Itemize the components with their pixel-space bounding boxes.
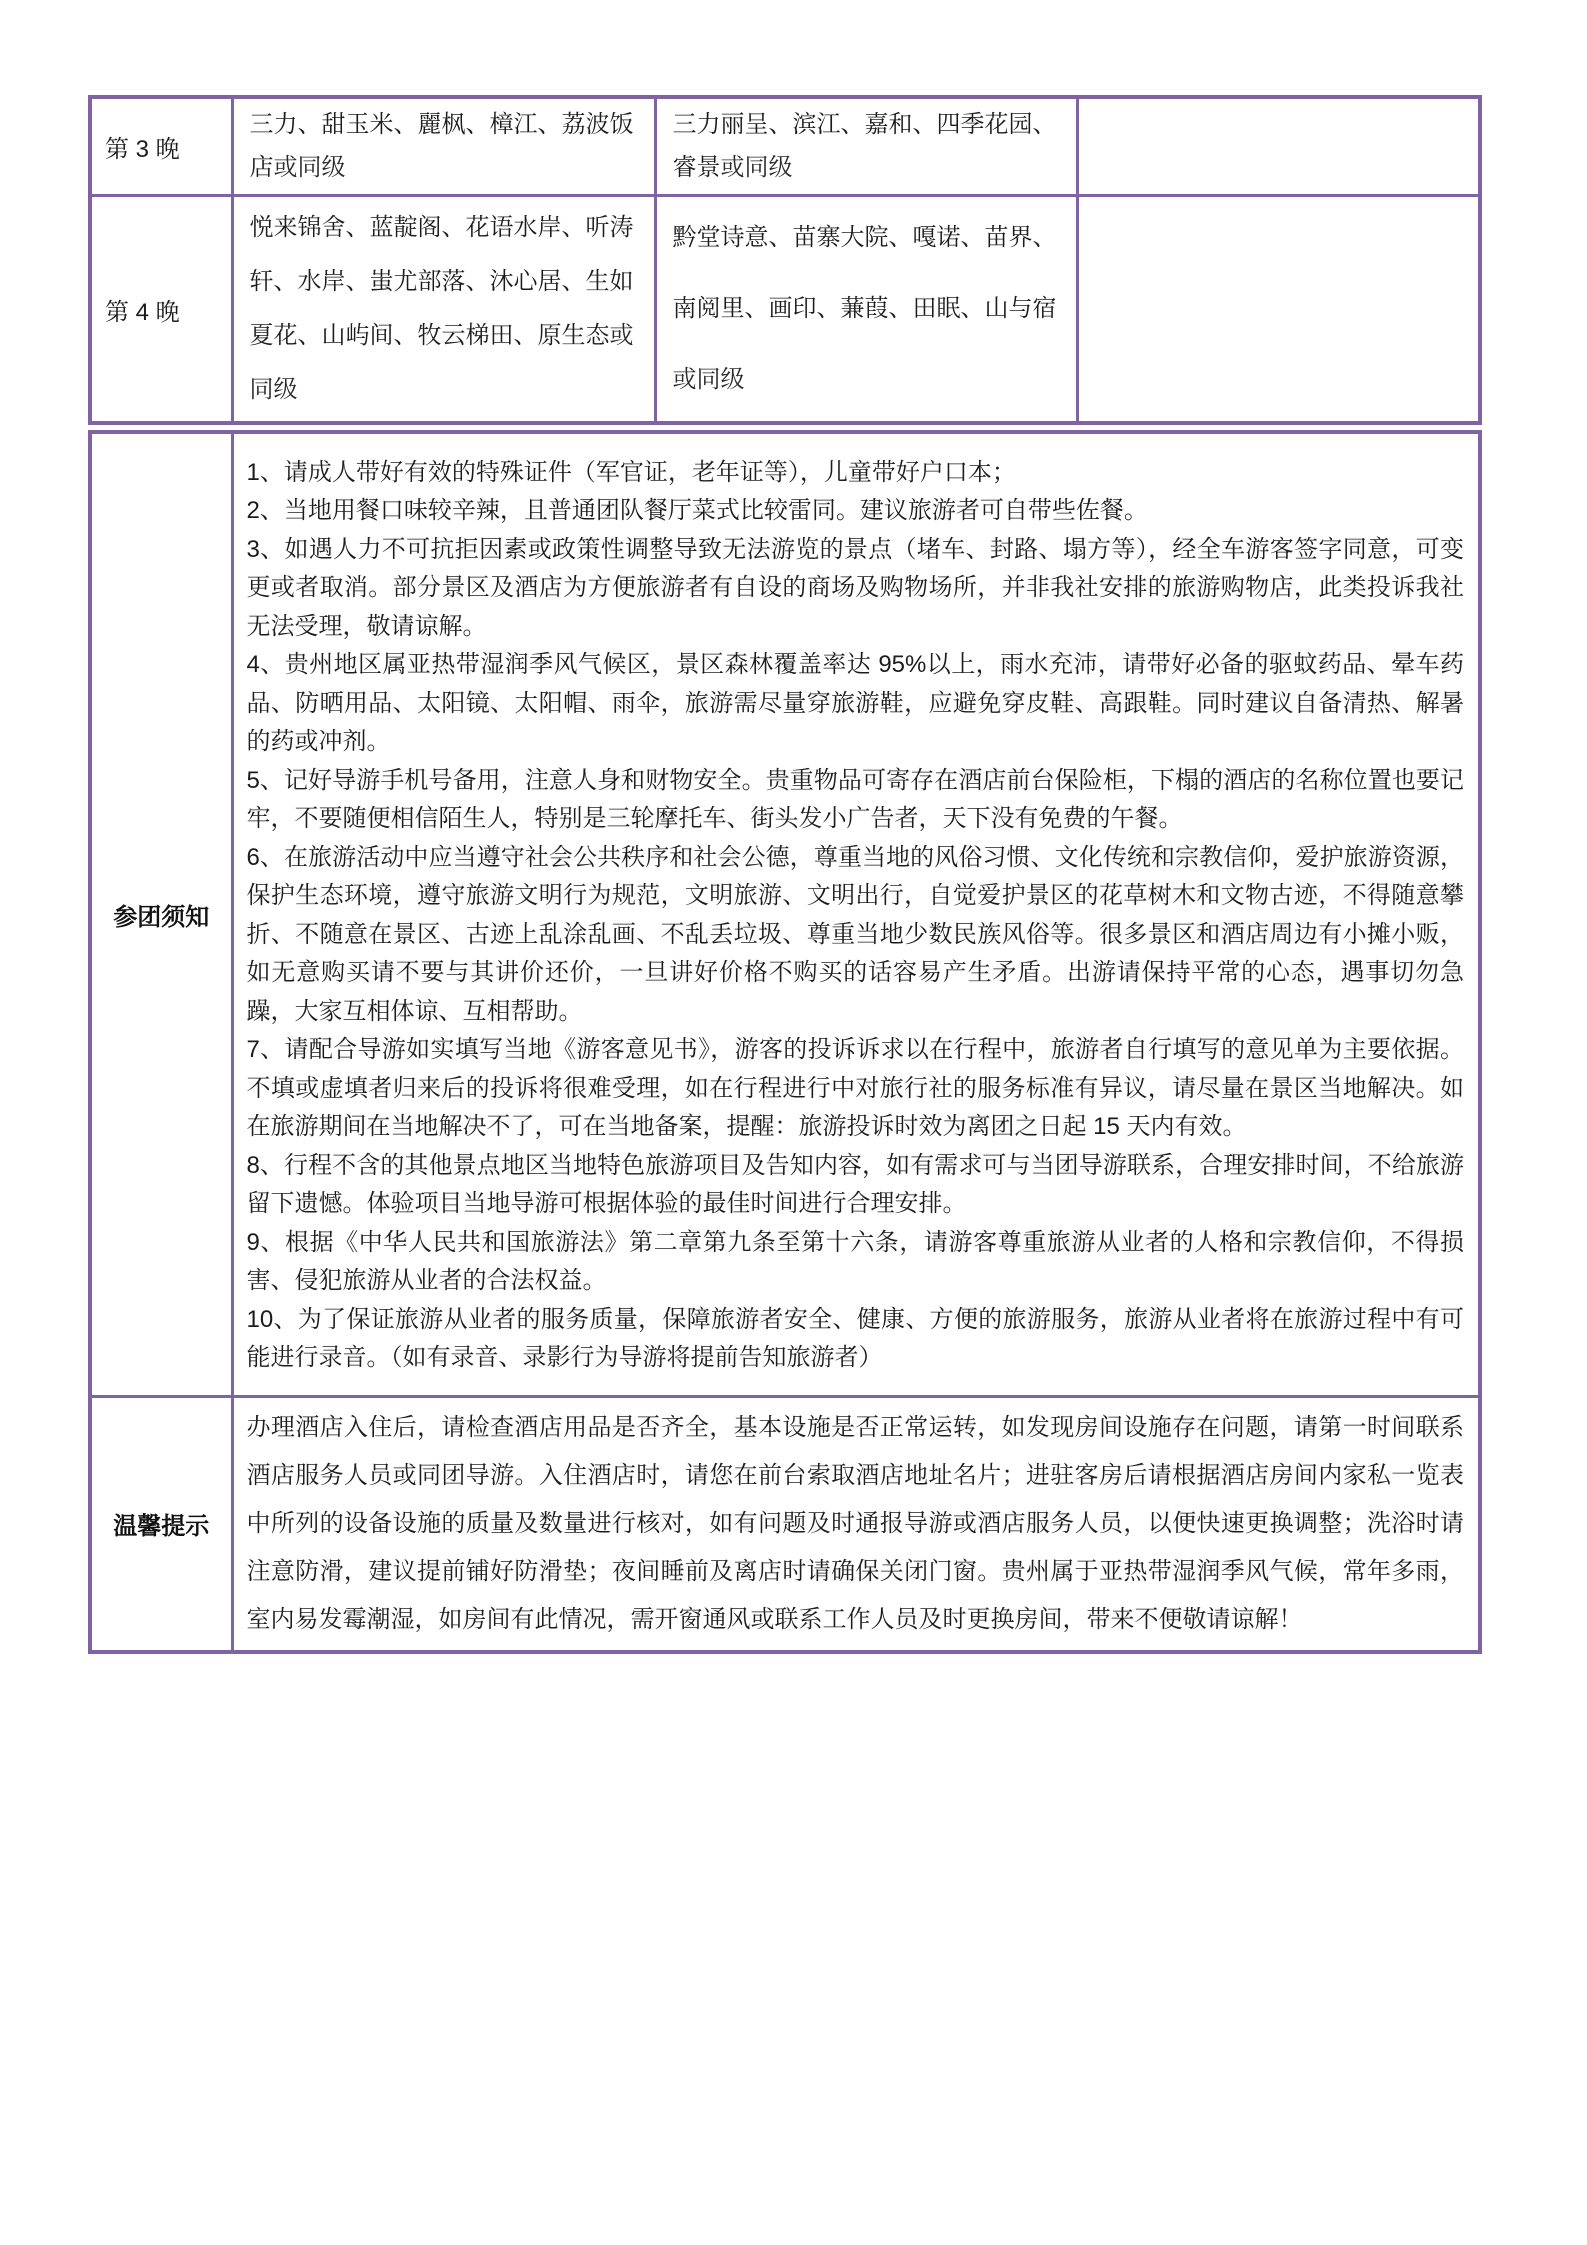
hotel-names: 黔堂诗意、苗寨大院、嘎诺、苗界、南阅里、画印、蒹葭、田眠、山与宿 bbox=[672, 224, 1057, 322]
notice-item-4: 4、贵州地区属亚热带湿润季风气候区，景区森林覆盖率达 95%以上，雨水充沛，请带好必备的驱蚊药品、晕车药品、防晒用品、太阳镜、太阳帽、雨伞，旅游需尽量穿旅游鞋，应避免穿皮鞋、高跟鞋。同时建议自备清热、解暑的药或冲剂。 bbox=[246, 651, 1464, 756]
or-equivalent-suffix: 或同级 bbox=[273, 155, 346, 181]
notice-item-7: 7、请配合导游如实填写当地《游客意见书》，游客的投诉诉求以在行程中，旅游者自行填写的意见单为主要依据。不填或虚填者归来后的投诉将很难受理，如在行程进行中对旅行社的服务标准有异议，请尽量在景区当地解决。如在旅游期间在当地解决不了，可在当地备案，提醒：旅游投诉时效为离团之日起 15 天内有效。 bbox=[246, 1036, 1464, 1141]
hotel-table bbox=[88, 95, 1482, 425]
night4-hotels-list-1 bbox=[232, 196, 655, 424]
notice-item-1: 1、请成人带好有效的特殊证件（军官证，老年证等），儿童带好户口本； bbox=[246, 458, 1016, 486]
table-row-night3 bbox=[90, 97, 1480, 196]
hotel-names: 三力丽呈、滨江、嘉和、四季花园、睿景 bbox=[672, 111, 1057, 181]
or-equivalent-suffix: 或同级 bbox=[672, 367, 745, 393]
hotel-names: 三力、甜玉米、麗枫、樟江、荔波饭店 bbox=[249, 111, 634, 181]
or-equivalent-suffix: 或同级 bbox=[249, 323, 634, 403]
night4-hotels-list-2 bbox=[655, 196, 1077, 424]
hotel-names: 悦来锦舍、蓝靛阁、花语水岸、听涛轩、水岸、蚩尤部落、沐心居、生如夏花、山屿间、牧云梯田、原生态 bbox=[249, 214, 634, 349]
tips-label: 温馨提示 bbox=[90, 1396, 232, 1652]
night4-label: 第 4 晚 bbox=[90, 196, 232, 424]
night3-hotels-list-1 bbox=[232, 97, 655, 196]
or-equivalent-suffix: 或同级 bbox=[720, 155, 793, 181]
notice-content bbox=[232, 432, 1480, 1396]
empty-cell bbox=[1077, 97, 1480, 196]
notice-item-3: 3、如遇人力不可抗拒因素或政策性调整导致无法游览的景点（堵车、封路、塌方等），经全车游客签字同意，可变更或者取消。部分景区及酒店为方便旅游者有自设的商场及购物场所，并非我社安排的旅游购物店，此类投诉我社无法受理，敬请谅解。 bbox=[246, 535, 1464, 640]
tips-content: 办理酒店入住后，请检查酒店用品是否齐全，基本设施是否正常运转，如发现房间设施存在问题，请第一时间联系酒店服务人员或同团导游。入住酒店时，请您在前台索取酒店地址名片；进驻客房后请根据酒店房间内家私一览表中所列的设备设施的质量及数量进行核对，如有问题及时通报导游或酒店服务人员，以便快速更换调整；洗浴时请注意防滑，建议提前铺好防滑垫；夜间睡前及离店时请确保关闭门窗。贵州属于亚热带湿润季风气候，常年多雨，室内易发霉潮湿，如房间有此情况，需开窗通风或联系工作人员及时更换房间，带来不便敬请谅解！ bbox=[232, 1396, 1480, 1652]
table-row-night4 bbox=[90, 196, 1480, 424]
night3-hotels-list-2 bbox=[655, 97, 1077, 196]
empty-cell bbox=[1077, 196, 1480, 424]
night3-label: 第 3 晚 bbox=[90, 97, 232, 196]
notice-label: 参团须知 bbox=[90, 432, 232, 1396]
notice-item-8: 8、行程不含的其他景点地区当地特色旅游项目及告知内容，如有需求可与当团导游联系，合理安排时间，不给旅游留下遗憾。体验项目当地导游可根据体验的最佳时间进行合理安排。 bbox=[246, 1151, 1464, 1218]
notice-table bbox=[88, 430, 1482, 1654]
table-row-notice bbox=[90, 432, 1480, 1396]
table-row-tips bbox=[90, 1396, 1480, 1652]
notice-item-10: 10、为了保证旅游从业者的服务质量，保障旅游者安全、健康、方便的旅游服务，旅游从业者将在旅游过程中有可能进行录音。（如有录音、录影行为导游将提前告知旅游者） bbox=[246, 1305, 1464, 1372]
notice-item-6: 6、在旅游活动中应当遵守社会公共秩序和社会公德，尊重当地的风俗习惯、文化传统和宗教信仰，爱护旅游资源，保护生态环境，遵守旅游文明行为规范，文明旅游、文明出行，自觉爱护景区的花草树木和文物古迹，不得随意攀折、不随意在景区、古迹上乱涂乱画、不乱丢垃圾、尊重当地少数民族风俗等。很多景区和酒店周边有小摊小贩，如无意购买请不要与其讲价还价，一旦讲好价格不购买的话容易产生矛盾。出游请保持平常的心态，遇事切勿急躁，大家互相体谅、互相帮助。 bbox=[246, 843, 1464, 1025]
notice-item-2: 2、当地用餐口味较辛辣，且普通团队餐厅菜式比较雷同。建议旅游者可自带些佐餐。 bbox=[246, 497, 1148, 525]
notice-item-5: 5、记好导游手机号备用，注意人身和财物安全。贵重物品可寄存在酒店前台保险柜，下榻的酒店的名称位置也要记牢，不要随便相信陌生人，特别是三轮摩托车、街头发小广告者，天下没有免费的午餐。 bbox=[246, 766, 1464, 833]
notice-item-9: 9、根据《中华人民共和国旅游法》第二章第九条至第十六条，请游客尊重旅游从业者的人格和宗教信仰，不得损害、侵犯旅游从业者的合法权益。 bbox=[246, 1228, 1464, 1295]
